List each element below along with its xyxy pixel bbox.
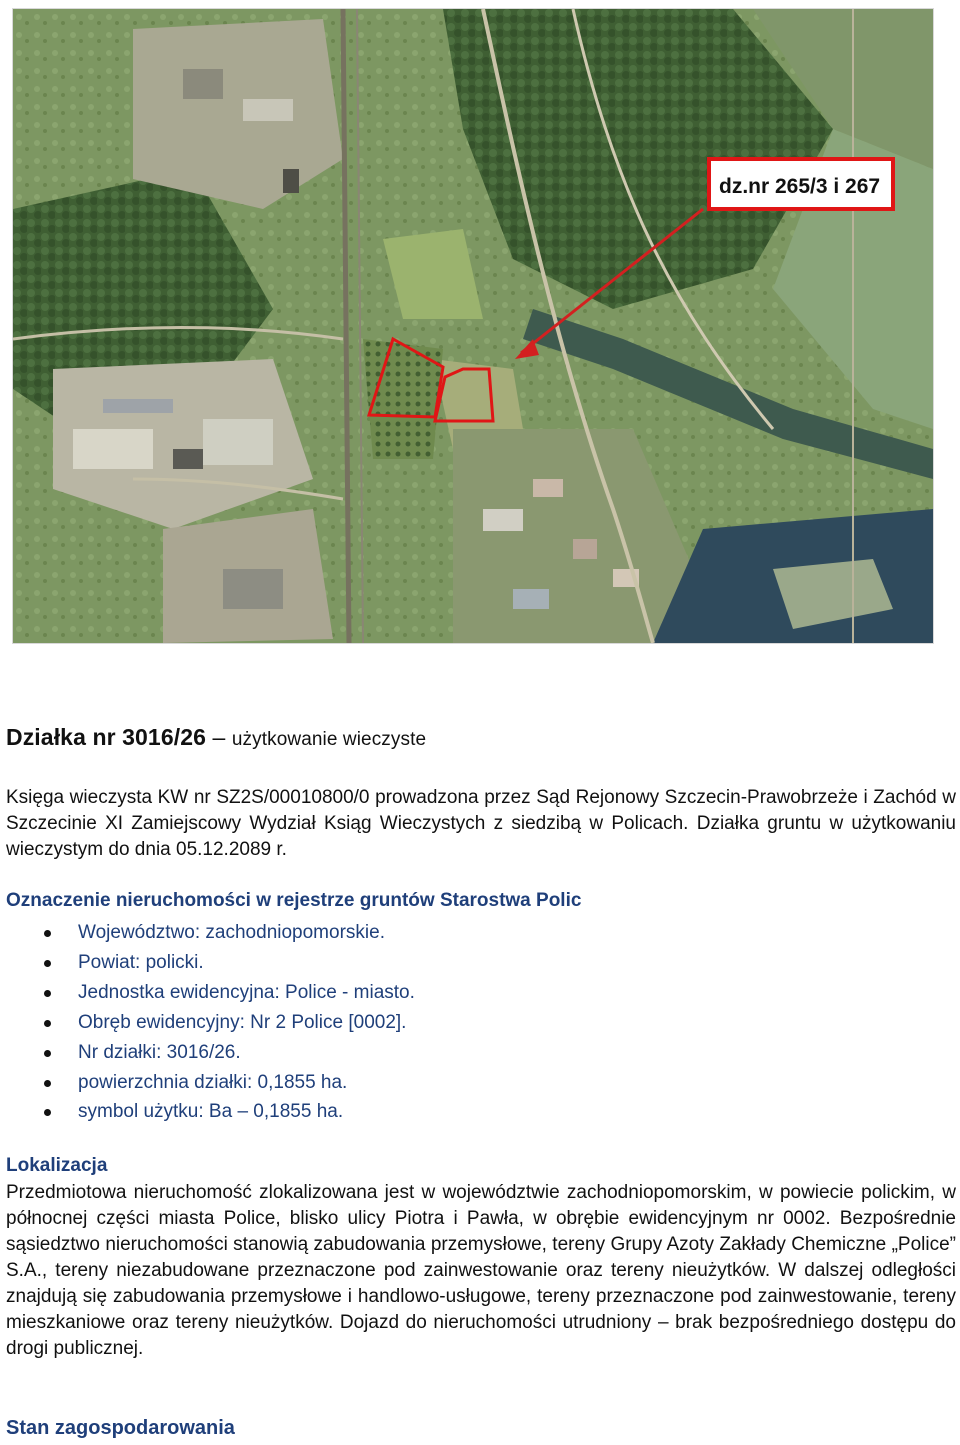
location-section: [6, 1180, 956, 1362]
list-item: Obręb ewidencyjny: Nr 2 Police [0002].: [6, 1008, 415, 1038]
parcel-heading: [6, 724, 426, 751]
location-paragraph: Przedmiotowa nieruchomość zlokalizowana jest w województwie zachodniopomorskim, w powiecie polickim, w północnej części miasta Police, blisko ulicy Piotra i Pawła, w obrębie ewidencyjnym nr 0002. Bezpośrednie sąsiedztwo nieruchomości stanowią zabudowania przemysłowe, tereny Grupy Azoty Zakłady Chemiczne „Police” S.A., tereny niezabudowane przeznaczone pod zainwestowanie oraz tereny nieużytków. W dalszej odległości znajdują się zabudowania przemysłowe i handlowo-usługowe, tereny przeznaczone pod zainwestowanie, tereny mieszkaniowe oraz tereny nieużytków. Dojazd do nieruchomości utrudniony – brak bezpośredniego dostępu do drogi publicznej.: [6, 1182, 956, 1359]
development-heading: Stan zagospodarowania: [6, 1417, 235, 1439]
land-registry-paragraph: Księga wieczysta KW nr SZ2S/00010800/0 prowadzona przez Sąd Rejonowy Szczecin-Prawobrzeże i Zachód w Szczecinie XI Zamiejscowy Wydział Ksiąg Wieczystych z siedzibą w Policach. Działka gruntu w użytkowaniu wieczystym do dnia 05.12.2089 r.: [6, 787, 956, 860]
list-item: Nr działki: 3016/26.: [6, 1038, 415, 1068]
list-item: Jednostka ewidencyjna: Police - miasto.: [6, 978, 415, 1008]
aerial-map-graphic: [13, 9, 933, 643]
list-item: powierzchnia działki: 0,1855 ha.: [6, 1068, 415, 1098]
registry-heading-wrap: [6, 888, 956, 914]
land-registry-section: [6, 785, 956, 863]
list-item: Województwo: zachodniopomorskie.: [6, 918, 415, 948]
aerial-map-image: [12, 8, 934, 644]
registry-heading: Oznaczenie nieruchomości w rejestrze gruntów Starostwa Polic: [6, 890, 582, 911]
ownership-type: użytkowanie wieczyste: [231, 729, 427, 750]
parcel-label: dz.nr 265/3 i 267: [719, 175, 881, 198]
list-item: Powiat: policki.: [6, 948, 415, 978]
location-heading: Lokalizacja: [6, 1155, 108, 1176]
heading-dash: –: [205, 724, 232, 750]
registry-attributes-list: [6, 918, 415, 1127]
parcel-title: Działka nr 3016/26: [6, 724, 206, 750]
list-item: symbol użytku: Ba – 0,1855 ha.: [6, 1097, 415, 1127]
location-heading-wrap: [6, 1153, 956, 1179]
